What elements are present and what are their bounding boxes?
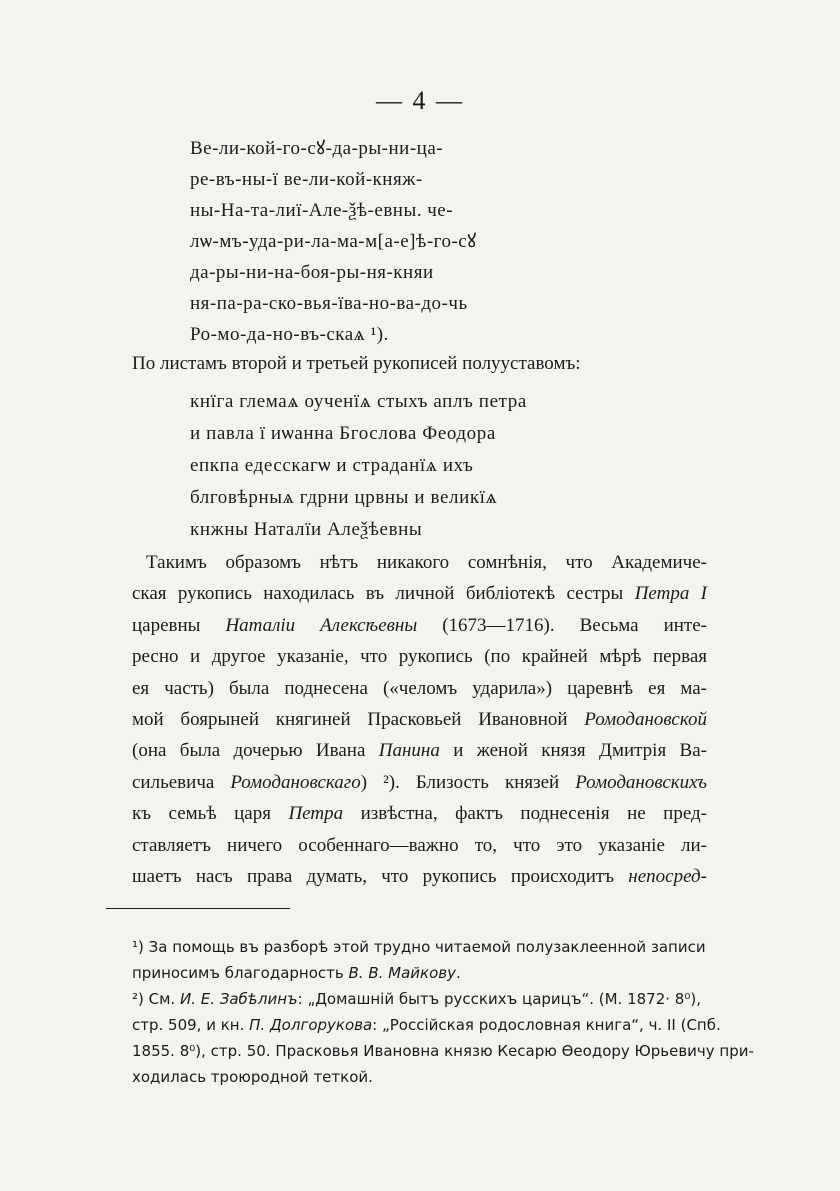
inscription-line: ре-въ-ны-ї ве-ли-кой-княж-	[190, 169, 423, 190]
paragraph-line: ская рукопись находилась въ личной библіотекѣ сестры Петра I	[132, 583, 707, 605]
footnote-line: ходилась троюродной теткой.	[132, 1068, 373, 1086]
inscription-line: епкпа едесскагѡ и страданїѧ ихъ	[190, 455, 474, 476]
inscription-line: кнжны Наталїи Алеѯѣевны	[190, 519, 423, 540]
paragraph-line: ставляетъ ничего особеннаго—важно то, что это указаніе ли-	[132, 834, 707, 856]
paragraph-line: шаетъ насъ права думать, что рукопись происходитъ непосред-	[132, 865, 707, 887]
inscription-line: и павла ї иѡанна Бгослова Феодора	[190, 423, 496, 444]
footnote-line: стр. 509, и кн. П. Долгорукова: „Россійская родословная книга“, ч. II (Спб.	[132, 1016, 721, 1034]
paragraph-line: мой боярыней княгиней Прасковьей Ивановной Ромодановской	[132, 708, 707, 730]
footnote-line: 1855. 8⁰), стр. 50. Прасковья Ивановна князю Кесарю Ѳеодору Юрьевичу при-	[132, 1042, 754, 1060]
inscription-line: да-ры-ни-на-боя-ры-ня-княи	[190, 262, 434, 283]
inscription-line: Ве-ли-кой-го-сꙋ-да-ры-ни-ца-	[190, 138, 444, 159]
inscription-line: ня-па-ра-ско-вья-їва-но-ва-до-чь	[190, 293, 468, 314]
paragraph-line: къ семьѣ царя Петра извѣстна, фактъ поднесенія не пред-	[132, 803, 707, 825]
paragraph-line: (она была дочерью Ивана Панина и женой князя Дмитрія Ва-	[132, 740, 707, 762]
manuscript-intro-line: По листамъ второй и третьей рукописей полууставомъ:	[132, 353, 581, 374]
inscription-line: кнїга глемаѧ оученїѧ стыхъ аплъ петра	[190, 391, 527, 412]
paragraph-line: Такимъ образомъ нѣтъ никакого сомнѣнія, что Академиче-	[146, 552, 707, 573]
inscription-line: лѡ-мъ-уда-ри-ла-ма-м[а-е]ѣ-го-сꙋ	[190, 231, 477, 252]
footnote-line: ¹) За помощь въ разборѣ этой трудно читаемой полузаклеенной записи	[132, 938, 706, 956]
footnote-line: приносимъ благодарность В. В. Майкову.	[132, 964, 461, 982]
page-number: — 4 —	[376, 86, 464, 115]
footnote-line: ²) См. И. Е. Забѣлинъ: „Домашній бытъ русскихъ царицъ“. (М. 1872· 8⁰),	[132, 990, 701, 1008]
paragraph-line: ресно и другое указаніе, что рукопись (по крайней мѣрѣ первая	[132, 646, 707, 668]
footnotes	[132, 934, 754, 1090]
paragraph-line: ея часть) была поднесена («челомъ ударила») царевнѣ ея ма-	[132, 677, 707, 699]
inscription-block-2	[190, 386, 527, 546]
inscription-line: блговѣрныѧ гдрни црвны и великїѧ	[190, 487, 498, 508]
inscription-line: ны-На-та-лиї-Але-ѯѣ-евны. че-	[190, 200, 454, 221]
main-paragraph	[132, 547, 707, 892]
footnote-divider	[106, 908, 290, 909]
paragraph-line: сильевича Ромодановскаго) ²). Близость князей Ромодановскихъ	[132, 771, 707, 793]
paragraph-line: царевны Наталіи Алексѣевны (1673—1716). Весьма инте-	[132, 614, 707, 636]
inscription-line: Ро-мо-да-но-въ-ска⁠ѧ ¹).	[190, 324, 389, 345]
inscription-block-1	[190, 133, 477, 350]
